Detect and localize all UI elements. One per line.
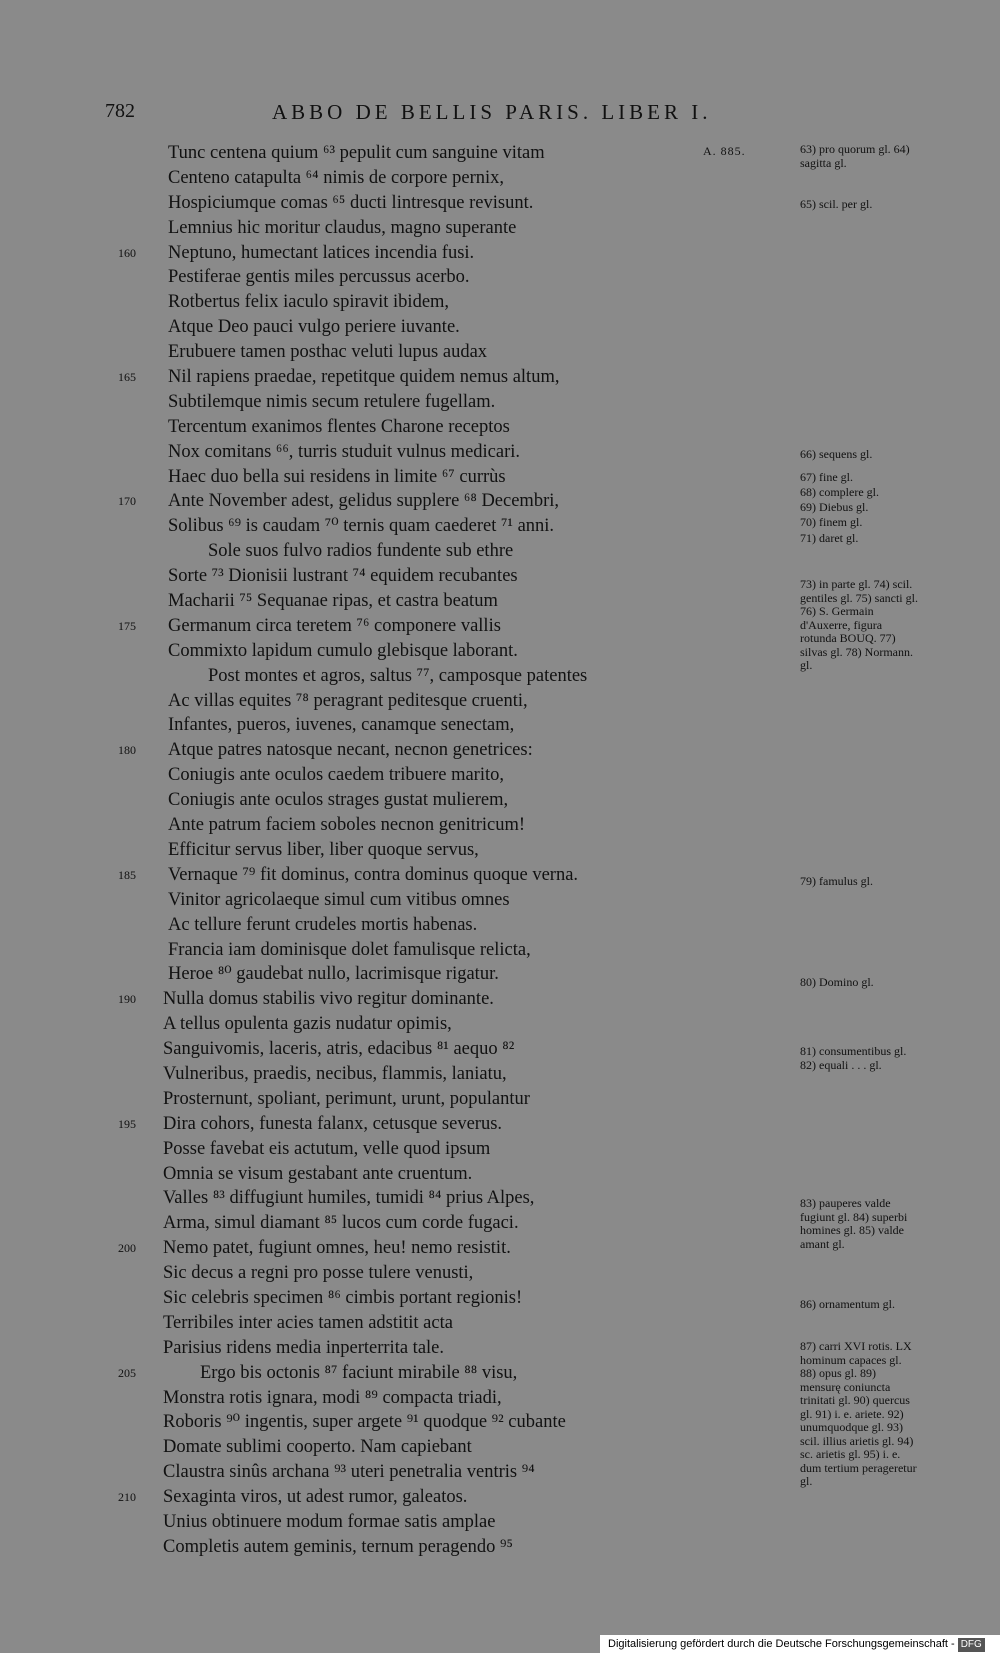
dfg-logo: DFG [958,1638,985,1652]
verse-line [0,1236,700,1261]
line-number: 200 [118,1241,136,1256]
verse-line [0,1386,700,1411]
verse-line [0,415,700,440]
verse-line [0,1510,700,1535]
verse-line [0,863,700,888]
verse-line [0,838,700,863]
gloss-note: 80) Domino gl. [800,975,874,989]
gloss-note: 63) pro quorum gl. 64) sagitta gl. [800,142,910,170]
verse-text-line: Terribiles inter acies tamen adstitit acta [163,1312,453,1333]
verse-line [0,539,700,564]
verse-text-line: Macharii ⁷⁵ Sequanae ripas, et castra beatum [168,591,498,612]
verse-text-line: Commixto lapidum cumulo glebisque laborant. [168,640,518,661]
verse-text-line: Haec duo bella sui residens in limite ⁶⁷ currùs [168,466,506,487]
verse-line [0,564,700,589]
verse-text-line: Germanum circa teretem ⁷⁶ componere vallis [168,615,501,636]
verse-text-line: Atque Deo pauci vulgo periere iuvante. [168,317,460,338]
verse-text-line: Sexaginta viros, ut adest rumor, galeatos. [163,1487,468,1508]
gloss-note: 71) daret gl. [800,531,859,545]
verse-line [0,365,700,390]
verse-text-line: Monstra rotis ignara, modi ⁸⁹ compacta triadi, [163,1387,502,1408]
verse-text-line: Dira cohors, funesta falanx, cetusque severus. [163,1113,503,1134]
verse-line [0,1037,700,1062]
verse-line [0,813,700,838]
line-number: 190 [118,992,136,1007]
verse-line [0,962,700,987]
verse-text-line: Vulneribus, praedis, necibus, flammis, laniatu, [163,1063,507,1084]
verse-text-line: Pestiferae gentis miles percussus acerbo. [168,267,470,288]
verse-text-line: Centeno catapulta ⁶⁴ nimis de corpore pernix, [168,167,505,188]
verse-text-line: Unius obtinuere modum formae satis amplae [163,1511,496,1532]
verse-line [0,1162,700,1187]
verse-text-line: Tunc centena quium ⁶³ pepulit cum sanguine vitam [168,143,545,163]
line-number: 195 [118,1116,136,1131]
verse-line [0,1087,700,1112]
line-number: 180 [118,743,136,758]
verse-line [0,315,700,340]
page-header [0,100,1000,130]
verse-text-line: Vernaque ⁷⁹ fit dominus, contra dominus quoque verna. [168,864,579,885]
verse-text-line: Nulla domus stabilis vivo regitur dominante. [163,989,494,1010]
gloss-note: 87) carri XVI rotis. LX hominum capaces gl. 88) opus gl. 89) mensurę coniuncta trinitati gl. 90) quercus gl. 91) i. e. ariete. 92) unumquodque gl. 93) scil. illius arietis gl. 94) sc. arietis gl. 95) i. e. dum tertium perageretur gl. [800,1339,917,1488]
verse-text-line: Neptuno, humectant latices incendia fusi. [168,242,475,263]
verse-text-line: Claustra sinûs archana ⁹³ uteri penetralia ventris ⁹⁴ [163,1462,535,1483]
verse-line [0,489,700,514]
year-marginal-note: A. 885. [703,144,746,158]
verse-line [0,1012,700,1037]
verse-text-line: Nox comitans ⁶⁶, turris studuit vulnus medicari. [168,441,521,462]
verse-line [0,987,700,1012]
verse-line [0,738,700,763]
verse-text-line: Efficitur servus liber, liber quoque servus, [168,839,479,860]
verse-text-line: Ante November adest, gelidus supplere ⁶⁸ Decembri, [168,491,560,512]
verse-text-line: Sorte ⁷³ Dionisii lustrant ⁷⁴ equidem recubantes [168,566,518,587]
verse-line [0,1112,700,1137]
line-number: 210 [118,1490,136,1505]
verse-text-line: Sic celebris specimen ⁸⁶ cimbis portant regionis! [163,1287,523,1308]
verse-line [0,390,700,415]
verse-text-line: Post montes et agros, saltus ⁷⁷, camposque patentes [208,665,588,686]
verse-text-line: Omnia se visum gestabant ante cruentum. [163,1163,473,1184]
verse-text-line: Erubuere tamen posthac veluti lupus audax [168,342,488,363]
verse-line [0,589,700,614]
line-number: 170 [118,494,136,509]
verse-text-line: Sole suos fulvo radios fundente sub ethre [208,541,514,562]
verse-text-line: Infantes, pueros, iuvenes, canamque senectam, [168,715,515,736]
line-number: 165 [118,370,136,385]
verse-line [0,713,700,738]
verse-line [0,689,700,714]
verse-text-line: Domate sublimi cooperto. Nam capiebant [163,1437,472,1458]
footer-text: Digitalisierung gefördert durch die Deutsche Forschungsgemeinschaft - [608,1638,955,1650]
verse-line [0,614,700,639]
verse-text-line: Roboris ⁹⁰ ingentis, super argete ⁹¹ quodque ⁹² cubante [163,1412,566,1433]
verse-text-line: Solibus ⁶⁹ is caudam ⁷⁰ ternis quam caederet ⁷¹ anni. [168,516,555,537]
verse-text-line: Sanguivomis, laceris, atris, edacibus ⁸¹ aequo ⁸² [163,1039,515,1060]
verse-text-line: Rotbertus felix iaculo spiravit ibidem, [168,292,450,313]
verse-line [0,166,700,191]
verse-line [0,1261,700,1286]
verse-text-line: Ante patrum faciem soboles necnon genitricum! [168,815,526,836]
verse-line [0,141,700,166]
verse-text-line: Vinitor agricolaeque simul cum vitibus omnes [168,889,510,910]
verse-line [0,1435,700,1460]
gloss-note: 70) finem gl. [800,515,863,529]
verse-line [0,1535,700,1560]
verse-text-line: Nemo patet, fugiunt omnes, heu! nemo resistit. [163,1238,511,1259]
gloss-note: 68) complere gl. [800,485,879,499]
verse-text-line: Francia iam dominisque dolet famulisque relicta, [168,939,531,960]
verse-line [0,1410,700,1435]
verse-line [0,788,700,813]
digitization-footer [600,1635,1000,1653]
verse-text-line: Coniugis ante oculos caedem tribuere marito, [168,765,504,786]
line-number: 175 [118,618,136,633]
gloss-note: 86) ornamentum gl. [800,1297,895,1311]
verse-line [0,191,700,216]
verse-text-line: Atque patres natosque necant, necnon genetrices: [168,740,533,761]
verse-text-line: Lemnius hic moritur claudus, magno superante [168,217,517,238]
verse-text-line: Ac tellure ferunt crudeles mortis habenas. [168,914,478,935]
verse-line [0,1460,700,1485]
verse-line [0,440,700,465]
gloss-note: 67) fine gl. [800,470,853,484]
verse-text-line: Subtilemque nimis secum retulere fugellam. [168,391,496,412]
verse-line [0,1336,700,1361]
line-number: 205 [118,1365,136,1380]
verse-line [0,1311,700,1336]
line-number: 160 [118,245,136,260]
verse-text-line: Sic decus a regni pro posse tulere venusti, [163,1263,474,1284]
verse-line [0,1137,700,1162]
verse-text [0,141,700,1560]
gloss-note: 65) scil. per gl. [800,197,873,211]
gloss-note: 79) famulus gl. [800,874,873,888]
verse-line [0,514,700,539]
verse-line [0,1286,700,1311]
verse-line [0,1211,700,1236]
page-number: 782 [105,100,135,122]
running-title: ABBO DE BELLIS PARIS. LIBER I. [272,100,712,124]
verse-text-line: Ac villas equites ⁷⁸ peragrant peditesque cruenti, [168,690,528,711]
verse-text-line: Nil rapiens praedae, repetitque quidem nemus altum, [168,367,560,388]
gloss-note: 73) in parte gl. 74) scil. gentiles gl. 75) sancti gl. 76) S. Germain d'Auxerre, figura rotunda BOUQ. 77) silvas gl. 78) Normann. gl. [800,577,918,672]
verse-line [0,1062,700,1087]
verse-text-line: Prosternunt, spoliant, perimunt, urunt, populantur [163,1088,530,1109]
verse-line [0,639,700,664]
verse-line [0,664,700,689]
verse-line [0,241,700,266]
verse-line [0,888,700,913]
gloss-note: 69) Diebus gl. [800,500,869,514]
gloss-note: 66) sequens gl. [800,447,873,461]
gloss-note: 81) consumentibus gl. 82) equali . . . gl. [800,1044,907,1072]
verse-line [0,1361,700,1386]
verse-line [0,216,700,241]
verse-text-line: Completis autem geminis, ternum peragendo ⁹⁵ [163,1536,513,1557]
verse-text-line: Ergo bis octonis ⁸⁷ faciunt mirabile ⁸⁸ visu, [200,1362,518,1383]
verse-line [0,265,700,290]
verse-line [0,340,700,365]
verse-text-line: Valles ⁸³ diffugiunt humiles, tumidi ⁸⁴ prius Alpes, [163,1188,535,1209]
verse-line [0,938,700,963]
verse-line [0,465,700,490]
verse-text-line: A tellus opulenta gazis nudatur opimis, [163,1014,452,1035]
verse-text-line: Posse favebat eis actutum, velle quod ipsum [163,1138,491,1159]
verse-text-line: Tercentum exanimos flentes Charone receptos [168,416,510,437]
verse-line [0,913,700,938]
verse-line [0,1485,700,1510]
verse-line [0,763,700,788]
verse-line [0,290,700,315]
verse-text-line: Arma, simul diamant ⁸⁵ lucos cum corde fugaci. [163,1213,519,1234]
verse-text-line: Heroe ⁸⁰ gaudebat nullo, lacrimisque rigatur. [168,964,499,985]
verse-text-line: Coniugis ante oculos strages gustat mulierem, [168,790,509,811]
verse-text-line: Hospiciumque comas ⁶⁵ ducti lintresque revisunt. [168,192,534,213]
verse-line [0,1186,700,1211]
verse-text-line: Parisius ridens media inperterrita tale. [163,1337,445,1358]
gloss-note: 83) pauperes valde fugiunt gl. 84) superbi homines gl. 85) valde amant gl. [800,1196,908,1251]
line-number: 185 [118,867,136,882]
